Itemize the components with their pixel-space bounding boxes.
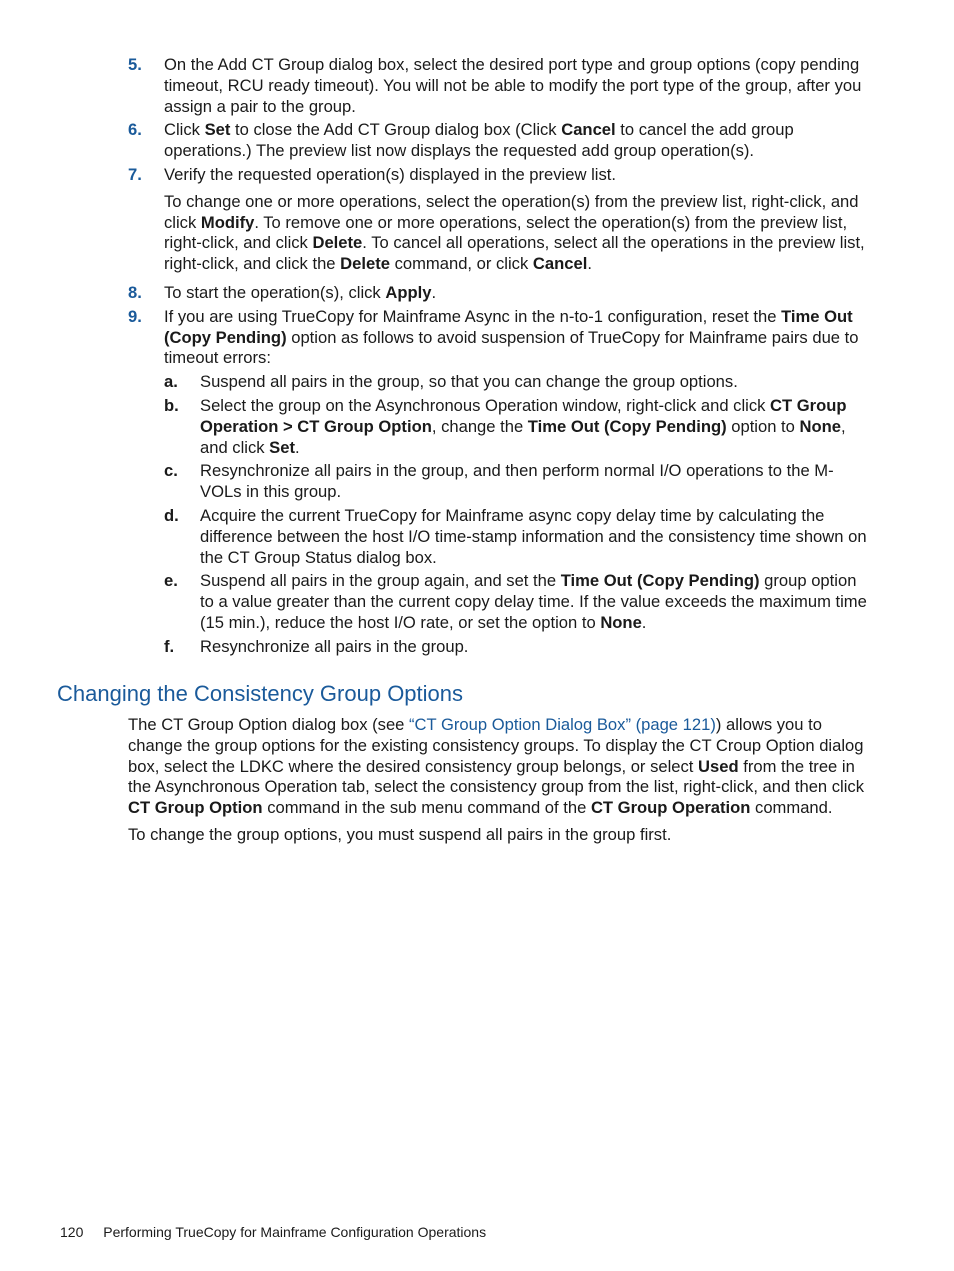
- ui-term: None: [799, 416, 841, 436]
- step-text: [164, 283, 872, 304]
- text-run: Resynchronize all pairs in the group.: [200, 636, 469, 656]
- text-run: If you are using TrueCopy for Mainframe Async in the n-to-1 configuration, reset the: [164, 306, 782, 326]
- step-number: 8.: [128, 282, 142, 302]
- ui-term: None: [600, 612, 642, 632]
- ui-term: CT Group Option: [128, 798, 263, 818]
- sub-steps: [164, 372, 872, 657]
- text-run: Select the group on the Asynchronous Operation window, right-click and click: [200, 395, 771, 415]
- step-9: [128, 307, 872, 369]
- text-run: To start the operation(s), click: [164, 282, 386, 302]
- ui-term: Set: [204, 120, 231, 140]
- text-run: , and click: [200, 416, 846, 457]
- step-8: [128, 283, 872, 304]
- text-run: to close the Add CT Group dialog box (Click: [230, 120, 562, 140]
- step-text: [164, 55, 872, 117]
- ui-term: Apply: [385, 282, 432, 302]
- sub-step-a: [164, 372, 872, 393]
- text-run: option as follows to avoid suspension of TrueCopy for Mainframe pairs due to timeout errors:: [164, 327, 859, 368]
- ui-term: CT Group Operation > CT Group Option: [200, 395, 847, 436]
- step-number: 9.: [128, 306, 142, 326]
- step-text: [164, 165, 872, 186]
- text-run: command.: [750, 798, 833, 818]
- text-run: Suspend all pairs in the group again, and set the: [200, 571, 561, 591]
- step-number: 6.: [128, 120, 142, 140]
- text-run: Click: [164, 120, 205, 140]
- section-paragraph-2: To change the group options, you must suspend all pairs in the group first.: [128, 824, 672, 844]
- step-number: 7.: [128, 164, 142, 184]
- text-run: Resynchronize all pairs in the group, and then perform normal I/O operations to the M-VOLs in this group.: [200, 461, 834, 502]
- text-run: .: [295, 437, 300, 457]
- text-run: .: [431, 282, 437, 302]
- sub-step-f: [164, 637, 872, 658]
- ui-term: Delete: [340, 254, 390, 274]
- page-footer: [60, 1222, 486, 1242]
- text-run: option to: [726, 416, 800, 436]
- section-heading: Changing the Consistency Group Options: [57, 681, 464, 706]
- step-text: [200, 571, 872, 633]
- text-run: to cancel the add group operations.) The preview list now displays the requested add group operation(s).: [164, 120, 794, 161]
- text-run: To change one or more operations, select the operation(s) from the preview list, right-click, and click: [164, 191, 859, 232]
- text-run: Suspend all pairs in the group, so that you can change the group options.: [200, 372, 738, 392]
- step-text: [200, 506, 872, 568]
- text-run: .: [587, 254, 592, 274]
- section-body: [128, 715, 872, 852]
- text-run: . To cancel all operations, select all the operations in the preview list, right-click, and click the: [164, 233, 865, 274]
- text-run: command, or click: [389, 254, 533, 274]
- text-run: .: [641, 612, 647, 632]
- text-run: The CT Group Option dialog box (see: [128, 715, 410, 734]
- ui-term: Set: [269, 437, 295, 457]
- text-run: Acquire the current TrueCopy for Mainframe async copy delay time by calculating the difference between the host I/O time-stamp information and the consistency time shown on the CT Group Status dialog box.: [200, 505, 867, 567]
- step-text: [200, 461, 872, 503]
- step-text: [164, 120, 872, 162]
- sub-step-c: [164, 461, 872, 503]
- text-run: from the tree in the Asynchronous Operation tab, select the consistency group from the list, right-click, and then click: [128, 756, 865, 797]
- step-number: e.: [164, 571, 178, 591]
- step-text: [200, 372, 872, 393]
- ui-term: Time Out (Copy Pending): [527, 416, 727, 436]
- step-number: c.: [164, 461, 178, 481]
- ui-term: Cancel: [561, 120, 616, 140]
- ui-term: Used: [698, 756, 739, 776]
- text-run: group option to a value greater than the current copy delay time. If the value exceeds the maximum time (15 min.), reduce the host I/O rate, or set the option to: [200, 571, 867, 632]
- step-5: [128, 55, 872, 117]
- text-run: Verify the requested operation(s) displayed in the preview list.: [164, 164, 616, 184]
- ui-term: Time Out (Copy Pending): [164, 306, 853, 347]
- text-run: , change the: [431, 416, 528, 436]
- step-text: [164, 307, 872, 369]
- sub-step-b: [164, 396, 872, 458]
- procedure-steps: [128, 55, 872, 661]
- step-number: 5.: [128, 55, 142, 74]
- step-6: [128, 120, 872, 162]
- ui-term: Modify: [200, 212, 255, 232]
- step-text: [200, 396, 872, 458]
- step-number: f.: [164, 636, 175, 656]
- text-run: . To remove one or more operations, select the operation(s) from the preview list, right-click, and click: [164, 212, 848, 253]
- step-number: a.: [164, 372, 178, 392]
- ui-term: Time Out (Copy Pending): [560, 571, 760, 591]
- ui-term: Delete: [312, 233, 363, 253]
- sub-step-e: [164, 571, 872, 633]
- sub-step-d: [164, 506, 872, 568]
- chapter-title: Performing TrueCopy for Mainframe Configuration Operations: [103, 1224, 487, 1240]
- text-run: command in the sub menu command of the: [262, 798, 591, 818]
- page-number: 120: [60, 1224, 84, 1240]
- text-run: On the Add CT Group dialog box, select the desired port type and group options (copy pending timeout, RCU ready timeout). You will not be able to modify the port type of the group, after you assign a pair to the group.: [164, 55, 862, 116]
- step-number: d.: [164, 505, 179, 525]
- text-run: ) allows you to change the group options for the existing consistency groups. To display the CT Croup Option dialog box, select the LDKC where the desired consistency group belongs, or select: [128, 715, 864, 776]
- cross-reference-link[interactable]: “CT Group Option Dialog Box” (page 121): [409, 715, 716, 734]
- step-text: [200, 637, 872, 658]
- step-7-note: [164, 192, 872, 275]
- step-7: [128, 165, 872, 186]
- ui-term: Cancel: [532, 254, 588, 274]
- step-number: b.: [164, 395, 179, 415]
- section-paragraph-1: [128, 715, 872, 819]
- ui-term: CT Group Operation: [590, 798, 751, 818]
